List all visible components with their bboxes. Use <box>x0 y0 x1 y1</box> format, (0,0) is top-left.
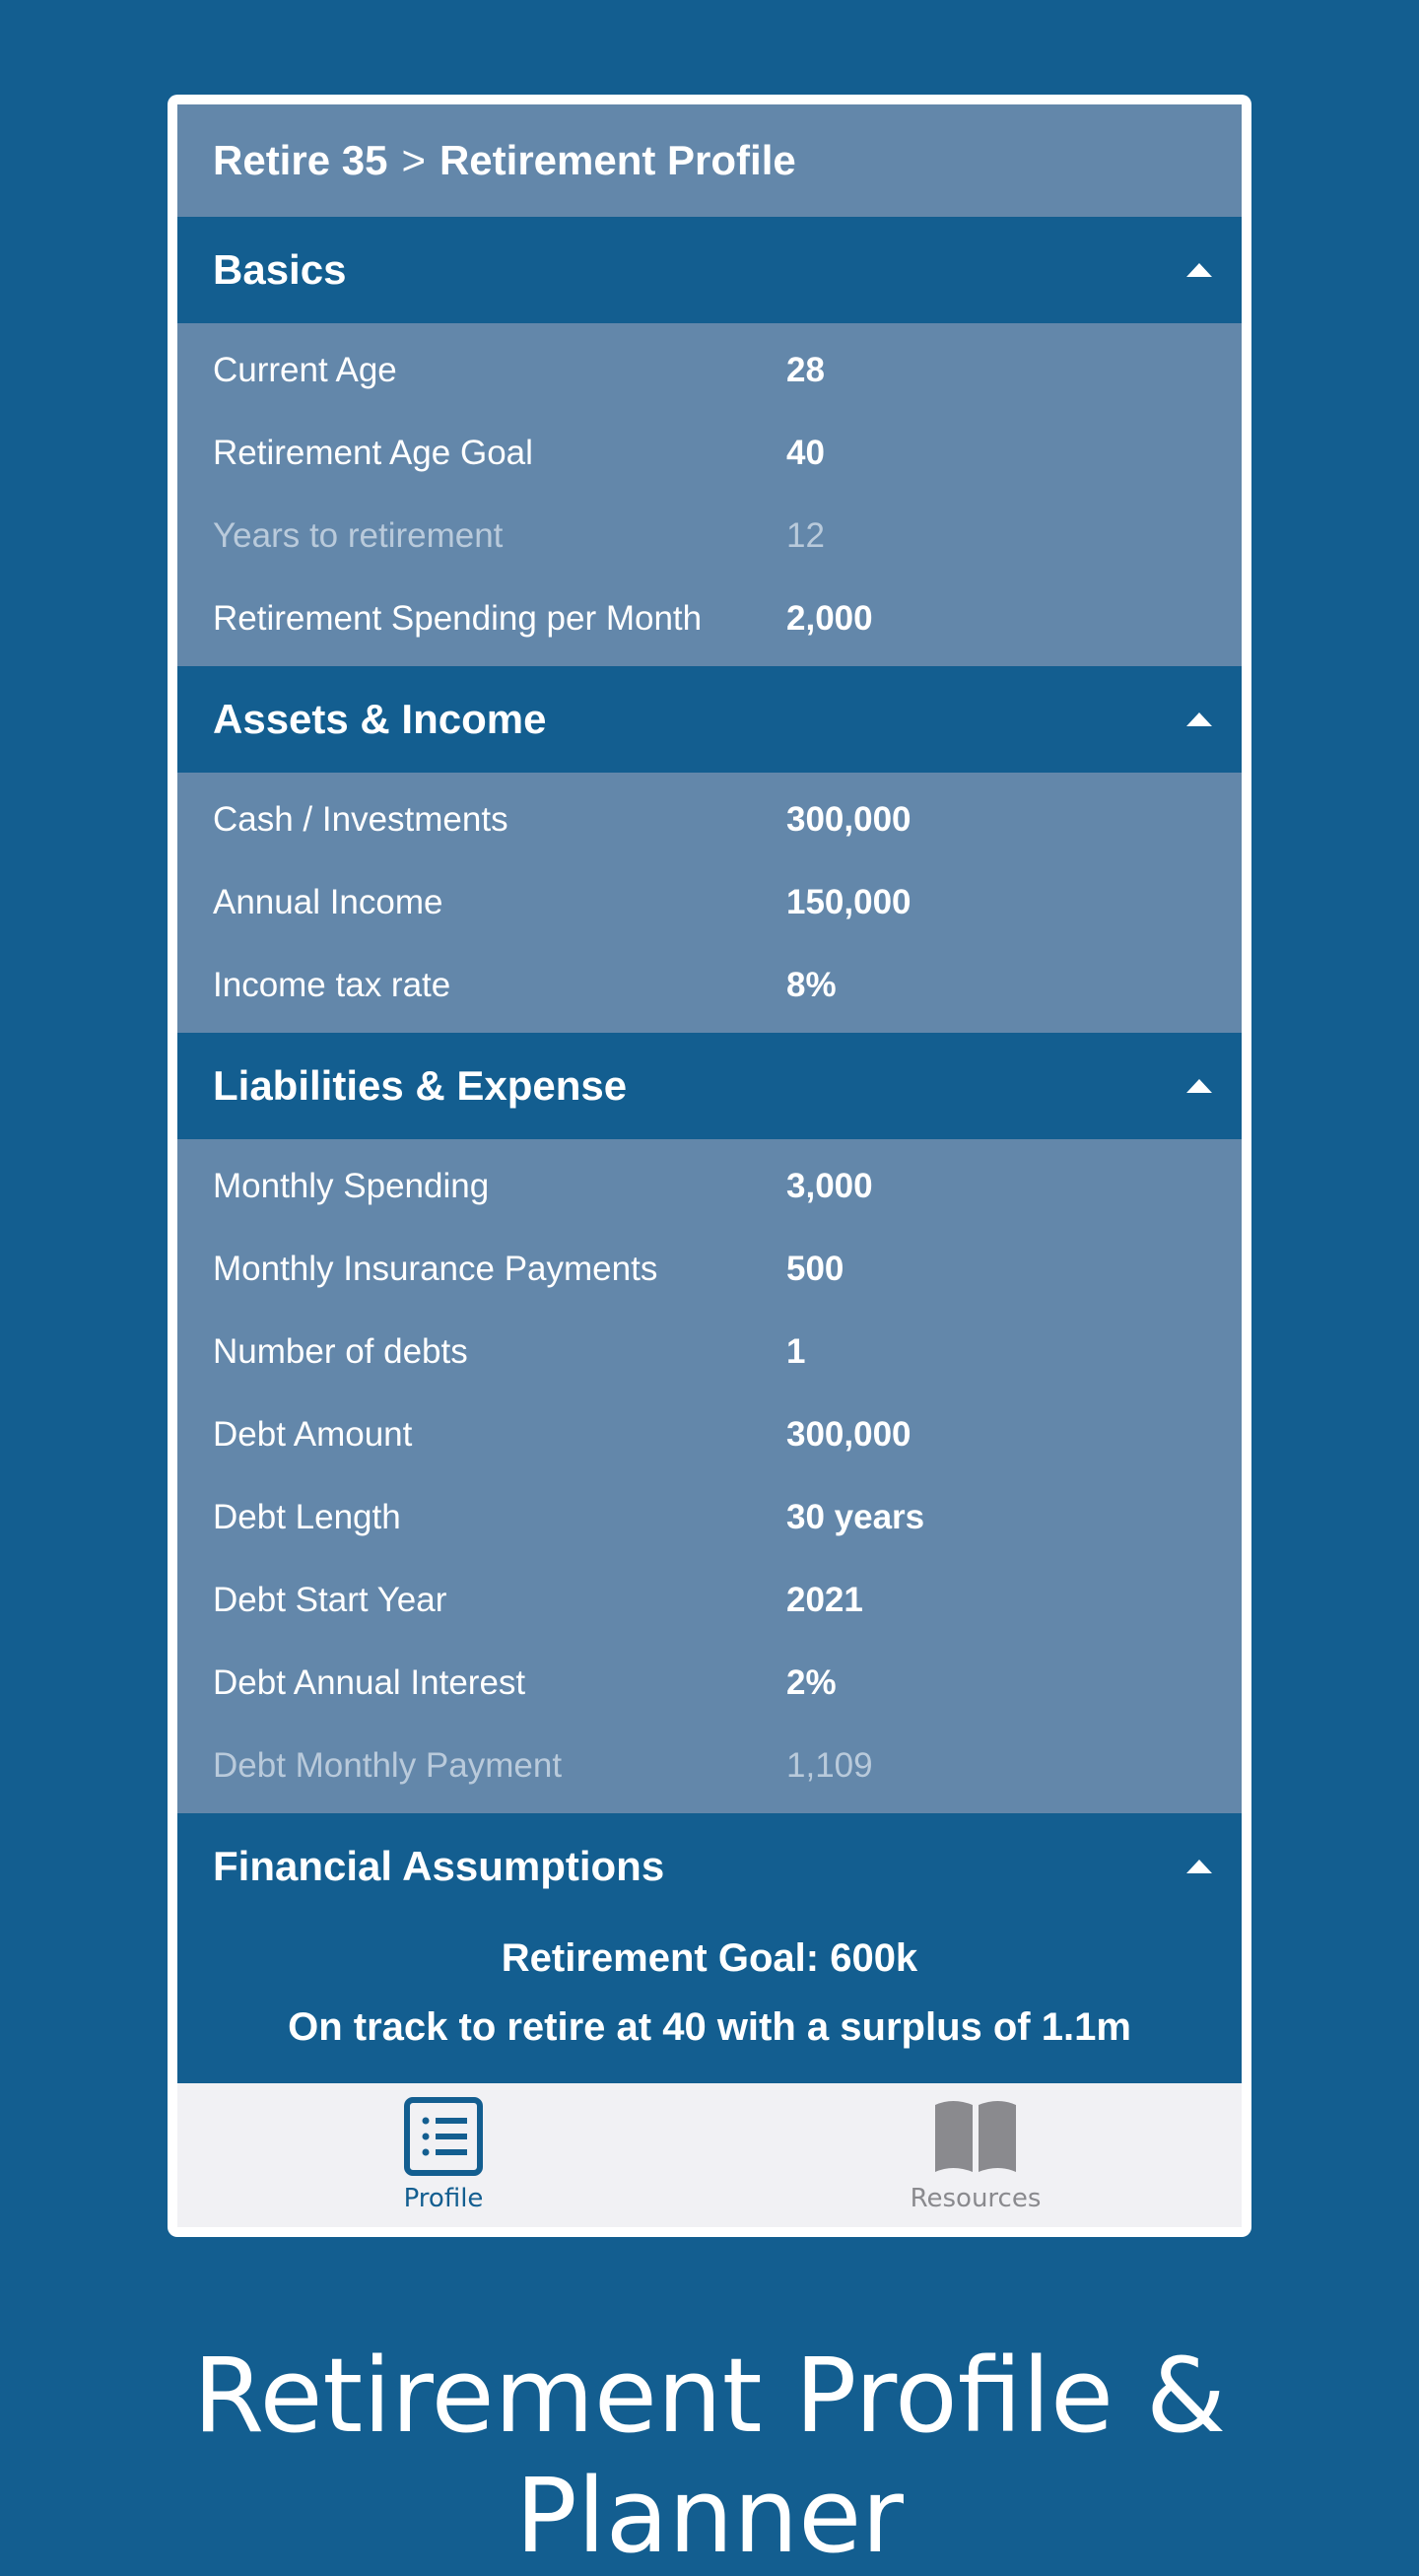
marketing-caption: Retirement Profile & Planner <box>192 2336 1227 2576</box>
field-label: Retirement Age Goal <box>213 434 533 472</box>
breadcrumb <box>177 104 1242 217</box>
field-value[interactable]: 1 <box>786 1332 806 1371</box>
field-value[interactable]: 30 years <box>786 1498 925 1536</box>
field-row[interactable] <box>177 1228 1242 1311</box>
section-body-assets <box>177 773 1242 1033</box>
field-label: Cash / Investments <box>213 800 508 839</box>
page-title: Retirement Profile <box>439 137 796 183</box>
section-title: Liabilities & Expense <box>213 1062 628 1109</box>
field-row[interactable] <box>177 329 1242 412</box>
field-value[interactable]: 28 <box>786 351 825 389</box>
field-row[interactable] <box>177 577 1242 660</box>
retirement-goal-text: Retirement Goal: 600k <box>501 1936 918 1980</box>
section-header-assets[interactable] <box>177 666 1242 773</box>
section-header-basics[interactable] <box>177 217 1242 323</box>
collapse-caret-icon[interactable] <box>1186 1079 1212 1093</box>
field-row[interactable] <box>177 1642 1242 1725</box>
field-value[interactable]: 150,000 <box>786 883 912 921</box>
field-value[interactable]: 2% <box>786 1663 837 1702</box>
field-label: Debt Length <box>213 1498 401 1536</box>
field-value[interactable]: 2021 <box>786 1581 863 1619</box>
field-row[interactable] <box>177 1476 1242 1559</box>
section-header-financial[interactable] <box>177 1813 1242 1920</box>
field-row[interactable] <box>177 1311 1242 1393</box>
field-label: Monthly Spending <box>213 1167 490 1205</box>
collapse-caret-icon[interactable] <box>1186 712 1212 726</box>
tab-bar <box>177 2075 1242 2217</box>
tab-profile[interactable] <box>177 2075 710 2217</box>
field-row[interactable] <box>177 1559 1242 1642</box>
section-body-liabilities <box>177 1139 1242 1813</box>
field-value[interactable]: 300,000 <box>786 1415 912 1454</box>
collapse-caret-icon[interactable] <box>1186 1860 1212 1873</box>
field-value[interactable]: 40 <box>786 434 825 472</box>
field-label: Debt Start Year <box>213 1581 447 1619</box>
tab-label: Resources <box>910 2184 1042 2213</box>
section-title: Assets & Income <box>213 696 547 742</box>
field-row[interactable] <box>177 861 1242 944</box>
section-header-liabilities[interactable] <box>177 1033 1242 1139</box>
financial-summary <box>177 1920 1242 2083</box>
field-label: Retirement Spending per Month <box>213 599 703 638</box>
field-value[interactable]: 300,000 <box>786 800 912 839</box>
field-label: Years to retirement <box>213 516 504 555</box>
field-label: Debt Monthly Payment <box>213 1746 563 1785</box>
field-value[interactable]: 2,000 <box>786 599 873 638</box>
field-label: Debt Annual Interest <box>213 1663 526 1702</box>
book-icon <box>931 2095 1020 2178</box>
collapse-caret-icon[interactable] <box>1186 263 1212 277</box>
tab-resources[interactable] <box>710 2075 1242 2217</box>
section-title: Basics <box>213 246 347 293</box>
phone-frame <box>168 95 1251 2237</box>
field-label: Income tax rate <box>213 966 451 1004</box>
breadcrumb-app[interactable]: Retire 35 <box>213 137 388 183</box>
computed-value: 1,109 <box>786 1746 873 1785</box>
field-label: Debt Amount <box>213 1415 413 1454</box>
field-label: Number of debts <box>213 1332 468 1371</box>
computed-row <box>177 495 1242 577</box>
field-value[interactable]: 3,000 <box>786 1167 873 1205</box>
field-label: Current Age <box>213 351 397 389</box>
retirement-status-text: On track to retire at 40 with a surplus of 1.1m <box>288 2005 1131 2049</box>
field-row[interactable] <box>177 412 1242 495</box>
computed-row <box>177 1725 1242 1807</box>
field-label: Monthly Insurance Payments <box>213 1250 658 1288</box>
field-row[interactable] <box>177 944 1242 1027</box>
profile-list-icon <box>402 2095 485 2178</box>
field-row[interactable] <box>177 779 1242 861</box>
computed-value: 12 <box>786 516 825 555</box>
field-value[interactable]: 8% <box>786 966 837 1004</box>
section-body-basics <box>177 323 1242 666</box>
app-screen <box>177 104 1242 2227</box>
section-title: Financial Assumptions <box>213 1843 665 1889</box>
field-row[interactable] <box>177 1145 1242 1228</box>
breadcrumb-separator: > <box>401 137 426 183</box>
field-row[interactable] <box>177 1393 1242 1476</box>
tab-label: Profile <box>403 2184 484 2213</box>
field-label: Annual Income <box>213 883 443 921</box>
field-value[interactable]: 500 <box>786 1250 845 1288</box>
